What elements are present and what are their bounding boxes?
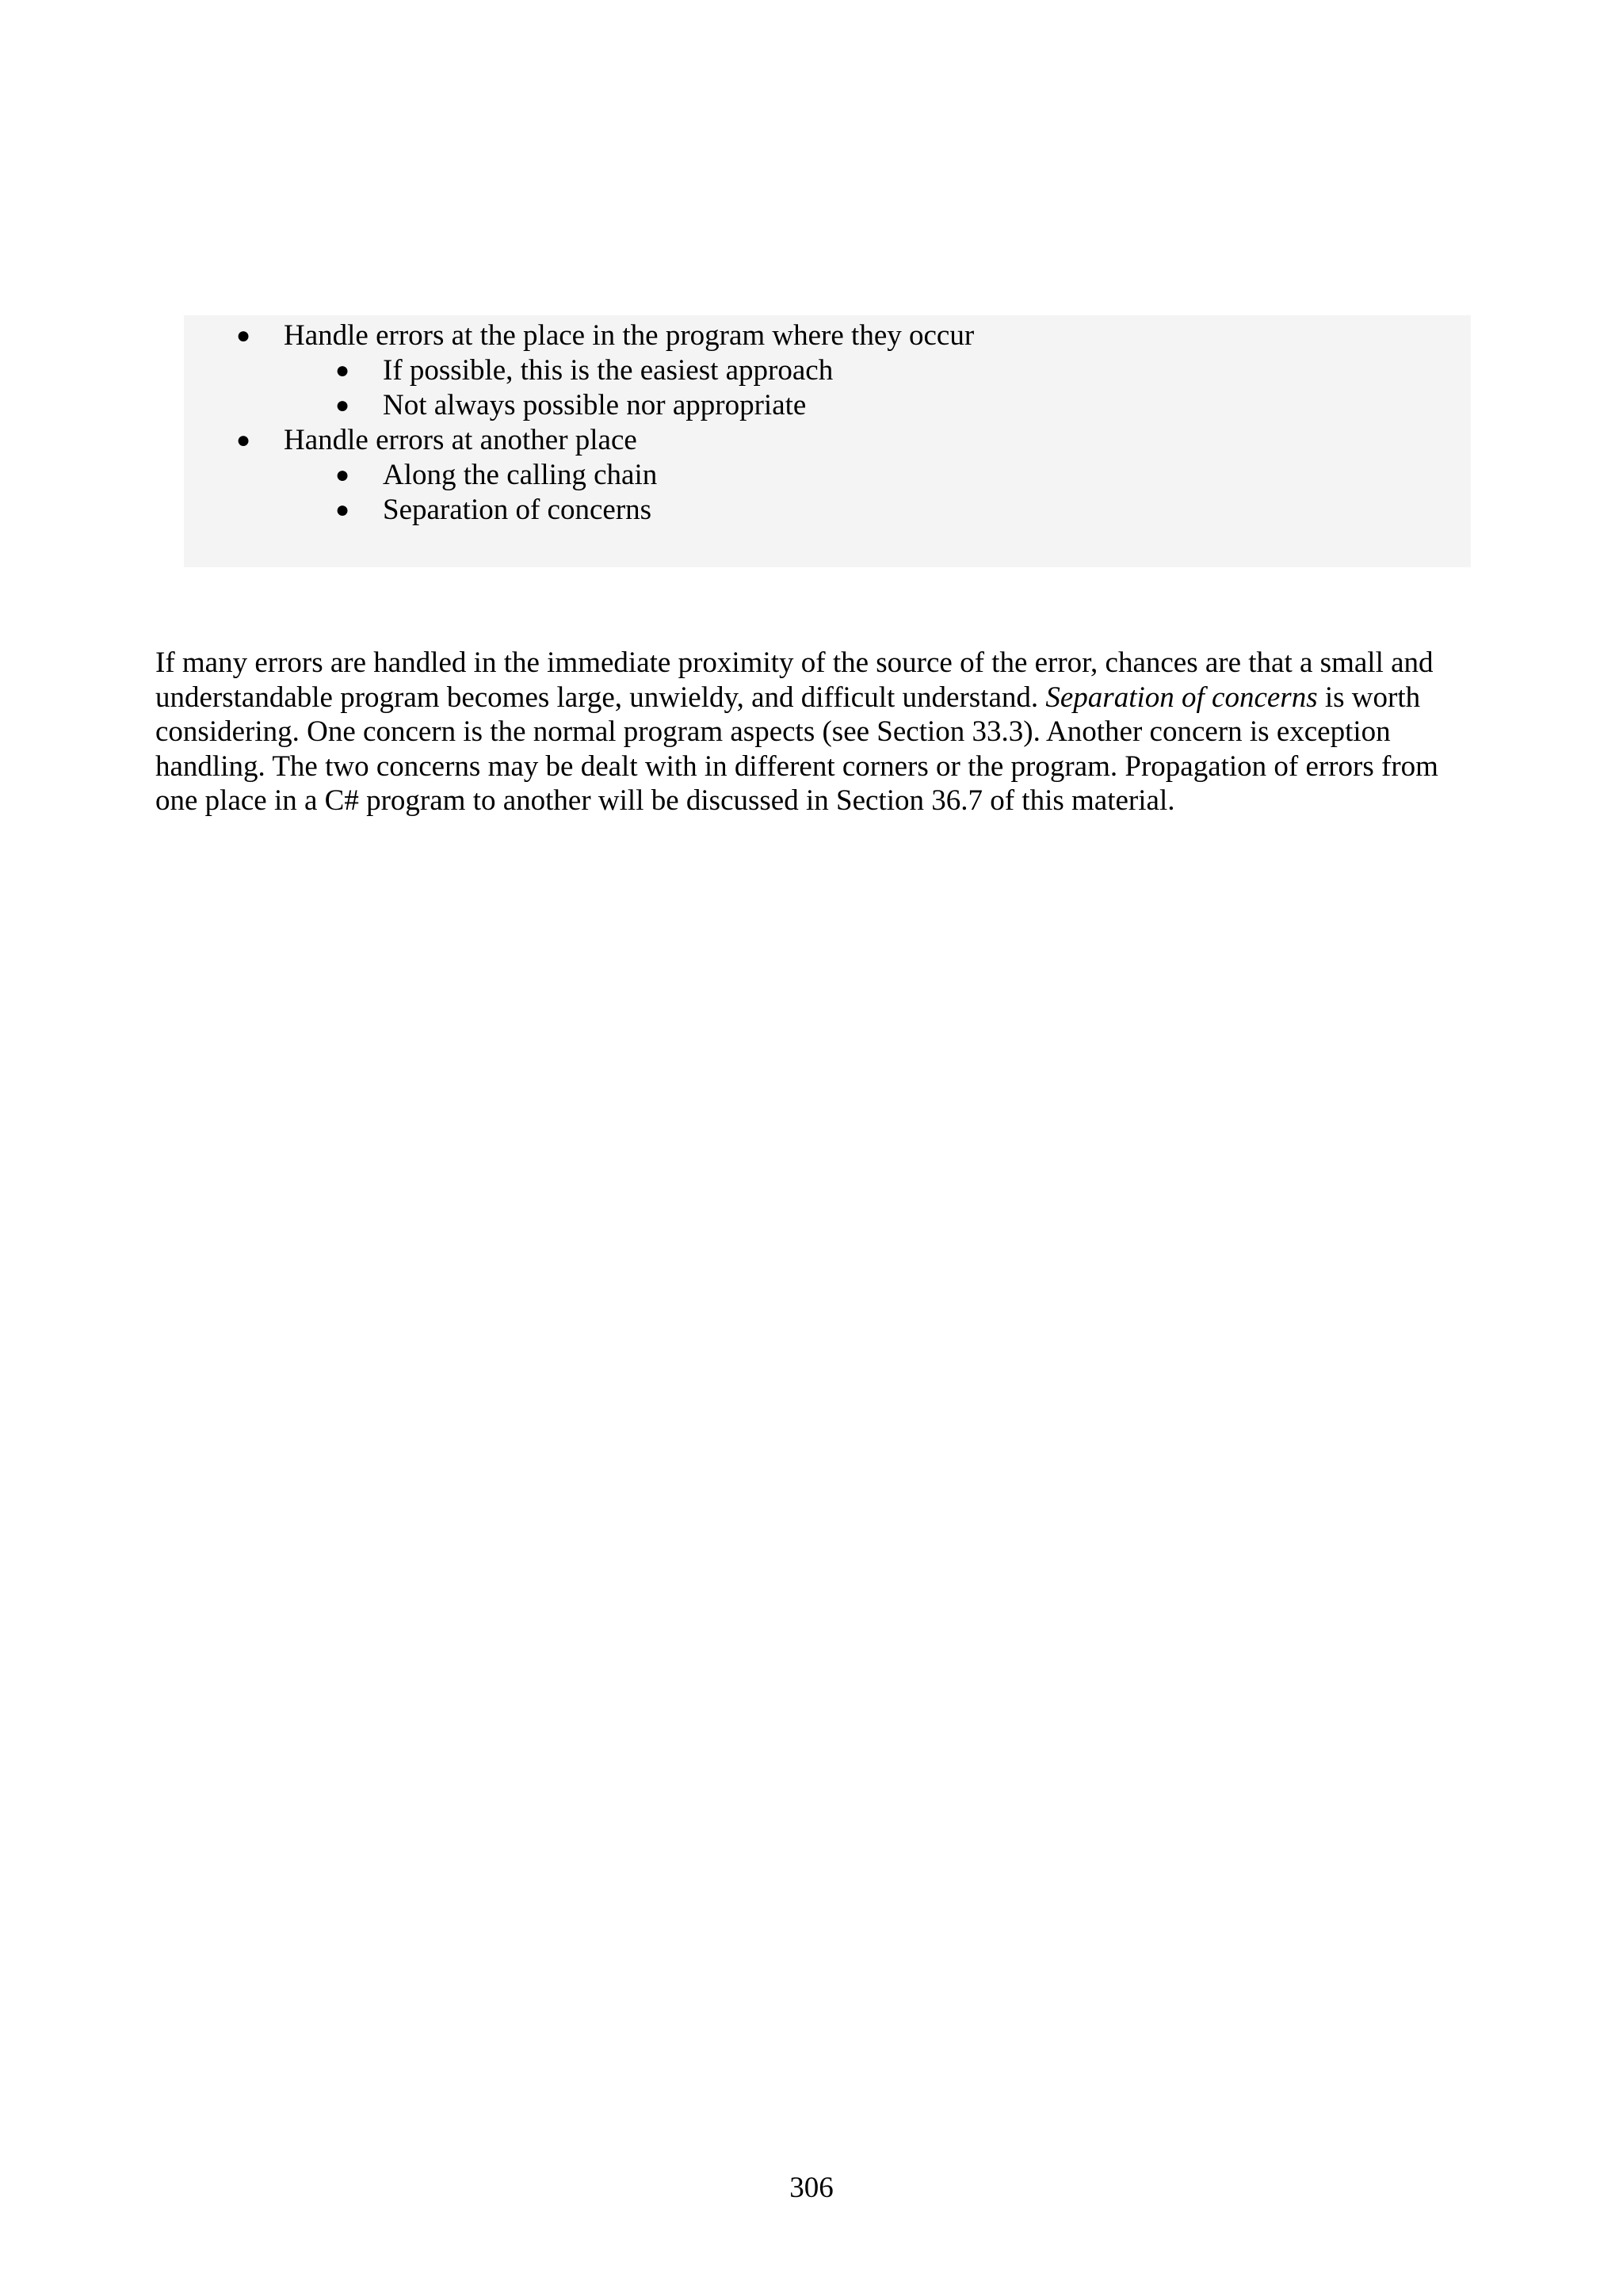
list-item-text: If possible, this is the easiest approach [383, 354, 834, 387]
paragraph-text: is worth considering. One concern is the normal program aspects (see Section 33.3). Another concern is exception handling. The two concerns may be dealt with in different corners or the program. Propagation of errors from one place in a C# program to another will be discussed in Section 36.7 of this material. [155, 681, 1438, 817]
list-item [236, 318, 975, 353]
list-item [335, 388, 807, 423]
list-item-text: Not always possible nor appropriate [383, 389, 807, 421]
list-item [236, 423, 637, 458]
list-item-text: Handle errors at another place [284, 424, 637, 456]
list-item-text: Handle errors at the place in the program where they occur [284, 319, 975, 352]
body-paragraph [155, 646, 1487, 818]
bullet-icon: ● [335, 497, 350, 523]
bullet-icon: ● [335, 357, 350, 383]
list-item [335, 458, 658, 493]
bullet-icon: ● [236, 322, 251, 349]
emphasis-text: Separation of concerns [1045, 681, 1318, 714]
list-item [335, 493, 652, 528]
bullet-icon: ● [335, 462, 350, 488]
list-item-text: Along the calling chain [383, 459, 658, 491]
bullet-icon: ● [335, 392, 350, 418]
list-item-text: Separation of concerns [383, 494, 652, 526]
paragraph-text: If many errors are handled in the immediate proximity of the source of the error, chances are that a small and understandable program becomes large, unwieldy, and difficult understand. [155, 646, 1434, 714]
list-item [335, 353, 834, 388]
bullet-icon: ● [236, 427, 251, 453]
page-number: 306 [789, 2172, 834, 2204]
